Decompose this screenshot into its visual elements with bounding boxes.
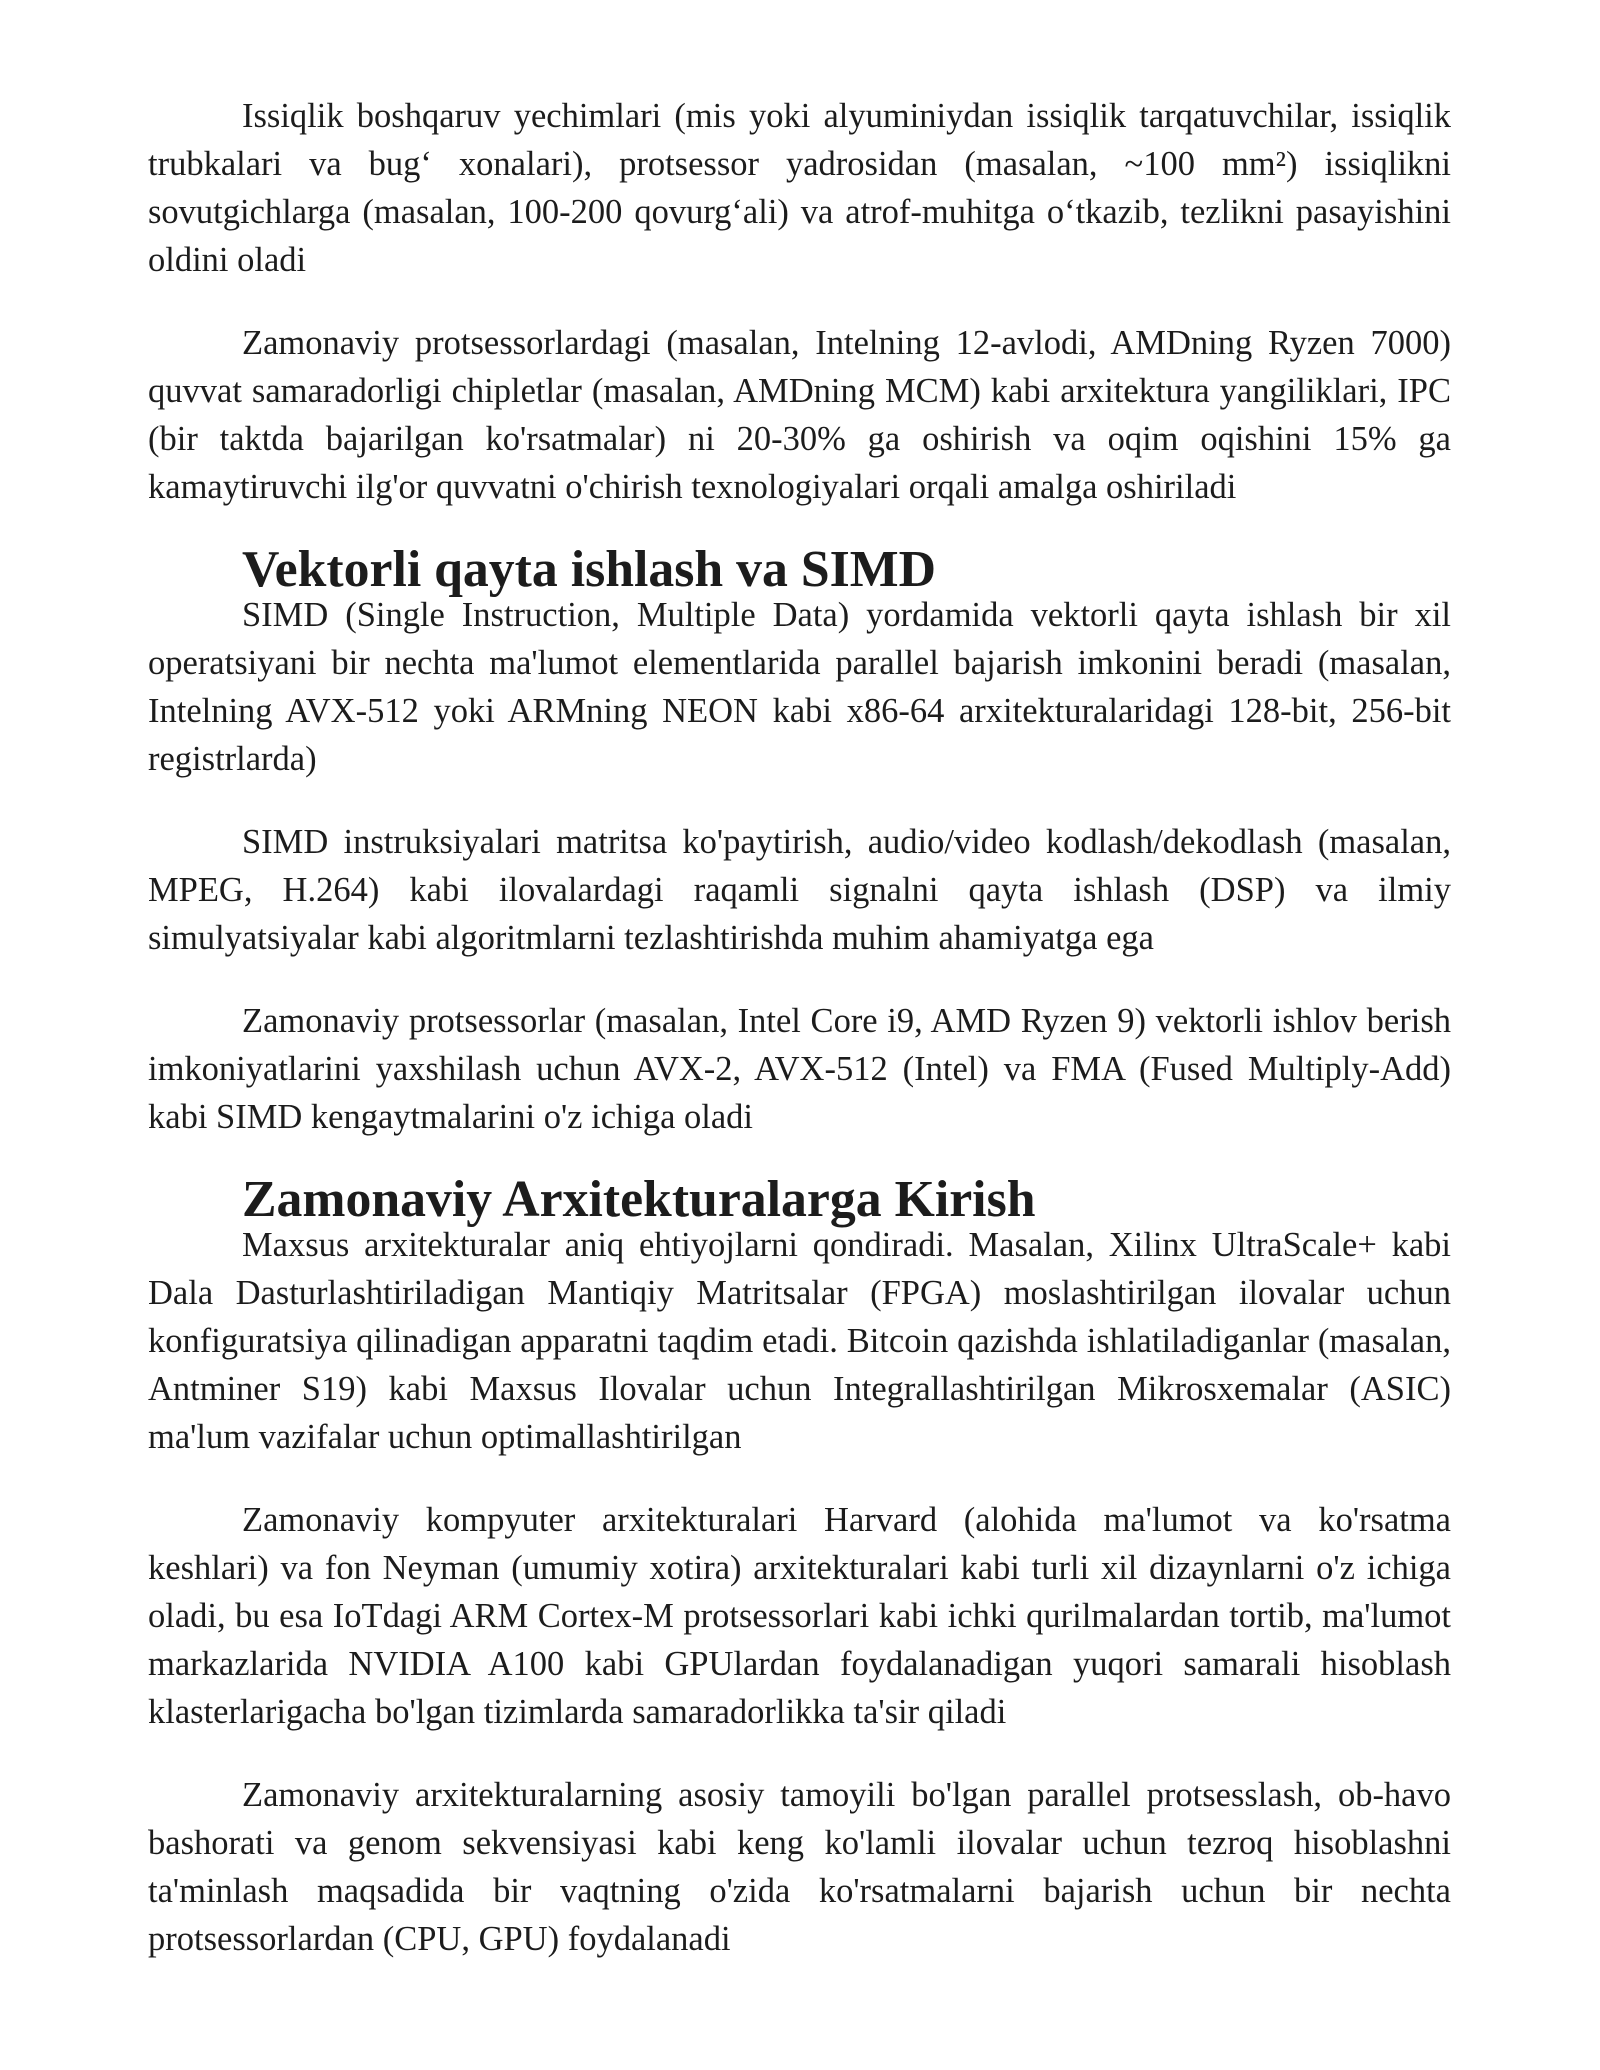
paragraph-simd-instructions: SIMD instruksiyalari matritsa ko'paytirish, audio/video kodlash/dekodlash (masalan, MPEG, H.264) kabi ilovalardagi raqamli signalni qayta ishlash (DSP) va ilmiy simulyatsiyalar kabi algoritmlarni tezlashtirishda muhim ahamiyatga ega (148, 823, 1451, 957)
paragraph-parallel-processing: Zamonaviy arxitekturalarning asosiy tamoyili bo'lgan parallel protsesslash, ob-havo bashorati va genom sekvensiyasi kabi keng ko'lamli ilovalar uchun tezroq hisoblashni ta'minlash maqsadida bir vaqtning o'zida ko'rsatmalarni bajarish uchun bir nechta protsessorlardan (CPU, GPU) foydalanadi (148, 1776, 1451, 1958)
section-heading-modern-architectures: Zamonaviy Arxitekturalarga Kirish (242, 1171, 1036, 1228)
document-page (148, 92, 1451, 1998)
paragraph-simd-intro: SIMD (Single Instruction, Multiple Data) yordamida vektorli qayta ishlash bir xil operatsiyani bir nechta ma'lumot elementlarida parallel bajarish imkonini beradi (masalan, Intelning AVX-512 yoki ARMning NEON kabi x86-64 arxitekturalaridagi 128-bit, 256-bit registrlarda) (148, 596, 1451, 778)
paragraph-special-architectures: Maxsus arxitekturalar aniq ehtiyojlarni qondiradi. Masalan, Xilinx UltraScale+ kabi Dala Dasturlashtiriladigan Mantiqiy Matritsalar (FPGA) moslashtirilgan ilovalar uchun konfiguratsiya qilinadigan apparatni taqdim etadi. Bitcoin qazishda ishlatiladiganlar (masalan, Antminer S19) kabi Maxsus Ilovalar uchun Integrallashtirilgan Mikrosxemalar (ASIC) ma'lum vazifalar uchun optimallashtirilgan (148, 1226, 1451, 1456)
section-heading-simd: Vektorli qayta ishlash va SIMD (242, 541, 936, 598)
paragraph-harvard-von-neumann: Zamonaviy kompyuter arxitekturalari Harvard (alohida ma'lumot va ko'rsatma keshlari) va fon Neyman (umumiy xotira) arxitekturalari kabi turli xil dizaynlarni o'z ichiga oladi, bu esa IoTdagi ARM Cortex-M protsessorlari kabi ichki qurilmalardan tortib, ma'lumot markazlarida NVIDIA A100 kabi GPUlardan foydalanadigan yuqori samarali hisoblash klasterlarigacha bo'lgan tizimlarda samaradorlikka ta'sir qiladi (148, 1501, 1451, 1731)
paragraph-simd-extensions: Zamonaviy protsessorlar (masalan, Intel Core i9, AMD Ryzen 9) vektorli ishlov berish imkoniyatlarini yaxshilash uchun AVX-2, AVX-512 (Intel) va FMA (Fused Multiply-Add) kabi SIMD kengaytmalarini o'z ichiga oladi (148, 1002, 1451, 1136)
paragraph-power-efficiency: Zamonaviy protsessorlardagi (masalan, Intelning 12-avlodi, AMDning Ryzen 7000) quvvat samaradorligi chipletlar (masalan, AMDning MCM) kabi arxitektura yangiliklari, IPC (bir taktda bajarilgan ko'rsatmalar) ni 20-30% ga oshirish va oqim oqishini 15% ga kamaytiruvchi ilg'or quvvatni o'chirish texnologiyalari orqali amalga oshiriladi (148, 324, 1451, 506)
paragraph-heat-management: Issiqlik boshqaruv yechimlari (mis yoki alyuminiydan issiqlik tarqatuvchilar, issiqlik trubkalari va bug‘ xonalari), protsessor yadrosidan (masalan, ~100 mm²) issiqlikni sovutgichlarga (masalan, 100-200 qovurg‘ali) va atrof-muhitga o‘tkazib, tezlikni pasayishini oldini oladi (148, 97, 1451, 279)
